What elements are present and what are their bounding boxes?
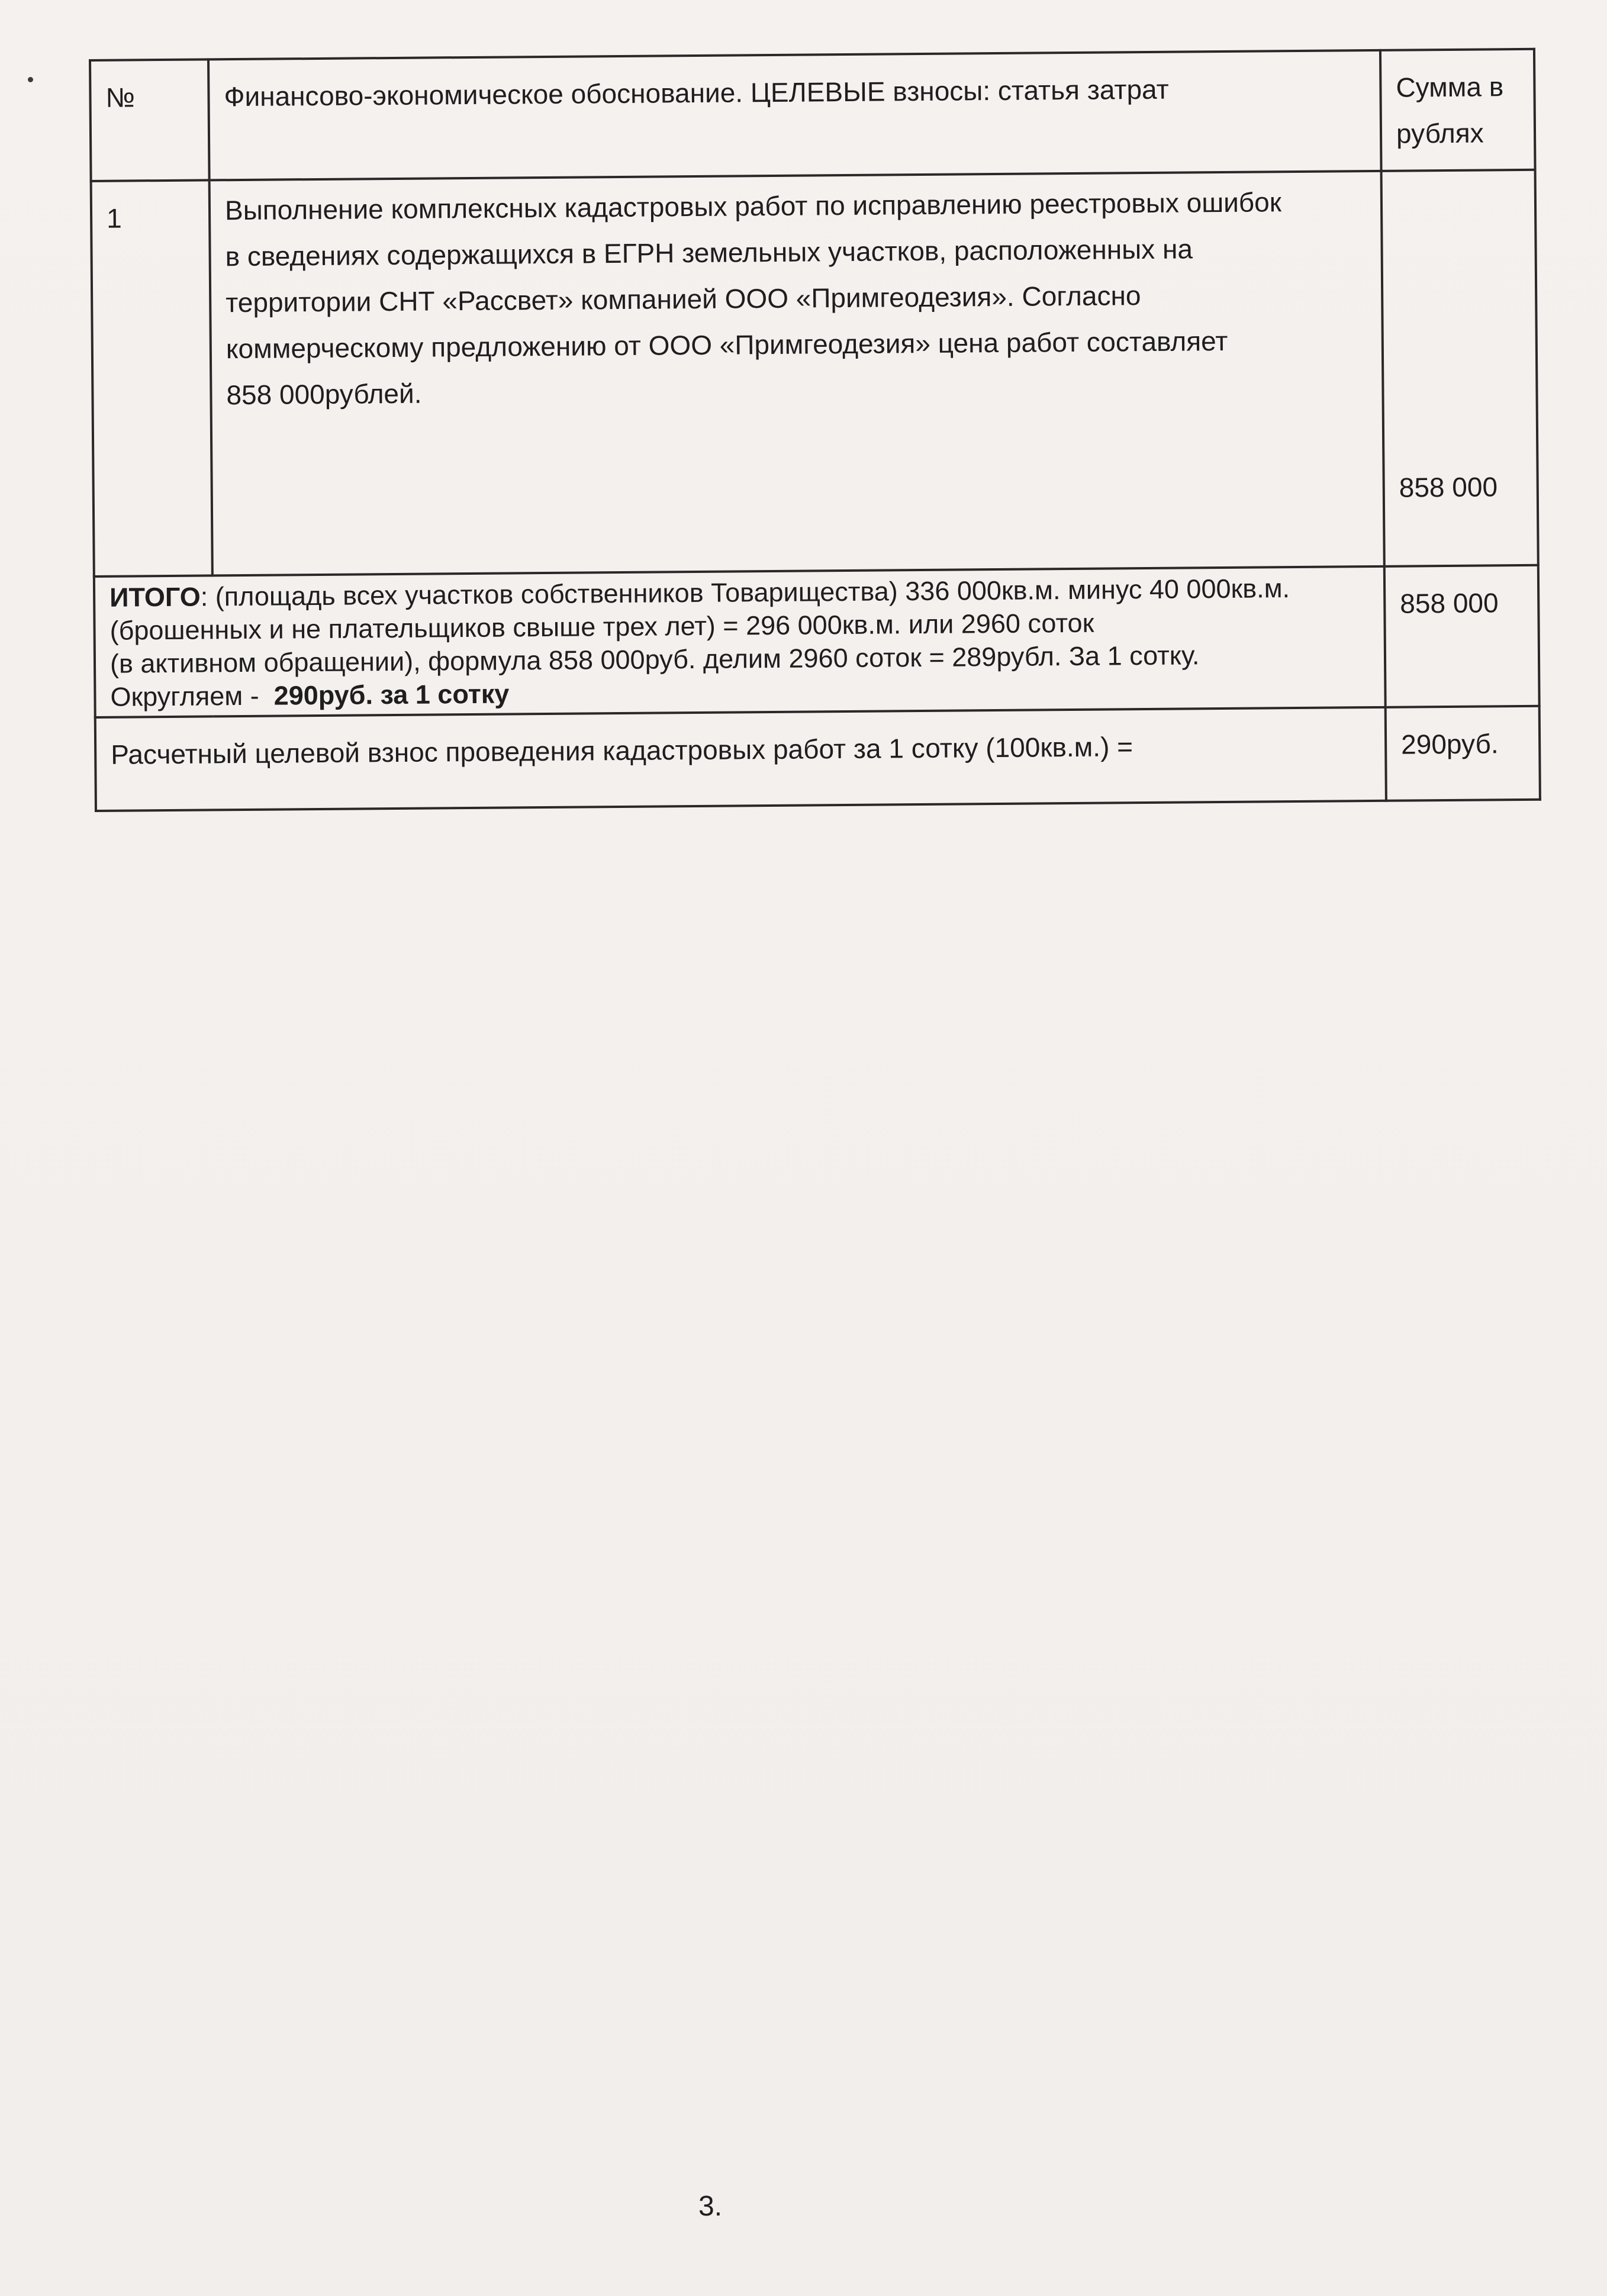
total-row bbox=[94, 565, 1540, 717]
final-sum: 290руб. bbox=[1386, 706, 1540, 801]
row-description: Выполнение комплексных кадастровых работ по исправлению реестровых ошибок в сведениях содержащихся в ЕГРН земельных участков, расположенных на территории СНТ «Рассвет» компанией ООО «Примгеодезия». Согласно коммерческому предложению от ООО «Примгеодезия» цена работ составляет 858 000рублей. bbox=[210, 171, 1384, 576]
total-text-line3: (в активном обращении), формула 858 000руб. делим 2960 соток = 289рубл. За 1 сотку. bbox=[110, 640, 1200, 679]
rounding-value: 290руб. за 1 сотку bbox=[273, 678, 510, 711]
table-title: Финансово-экономическое обоснование. ЦЕЛЕВЫЕ взносы: статья затрат bbox=[208, 50, 1381, 181]
row-number: 1 bbox=[91, 180, 212, 577]
total-text-line2: (брошенных и не плательщиков свыше трех лет) = 296 000кв.м. или 2960 соток bbox=[110, 607, 1094, 646]
page-number: 3. bbox=[698, 2191, 723, 2222]
final-row bbox=[95, 706, 1540, 811]
row-sum: 858 000 bbox=[1399, 471, 1498, 503]
total-sum: 858 000 bbox=[1384, 565, 1540, 707]
table-header-row bbox=[90, 49, 1535, 181]
sum-column-header: Сумма в рублях bbox=[1380, 49, 1535, 171]
total-summary bbox=[94, 566, 1386, 717]
expense-table bbox=[89, 48, 1541, 812]
total-text-line1: : (площадь всех участков собственников Товарищества) 336 000кв.м. минус 40 000кв.м. bbox=[200, 573, 1290, 612]
paper-speck bbox=[28, 77, 33, 82]
total-label: ИТОГО bbox=[109, 581, 201, 613]
rounding-prefix: Округляем - bbox=[110, 680, 274, 712]
table-row bbox=[91, 170, 1538, 577]
row-sum-cell bbox=[1381, 170, 1538, 566]
final-label: Расчетный целевой взнос проведения кадастровых работ за 1 сотку (100кв.м.) = bbox=[95, 707, 1386, 811]
number-column-header: № bbox=[90, 59, 210, 181]
